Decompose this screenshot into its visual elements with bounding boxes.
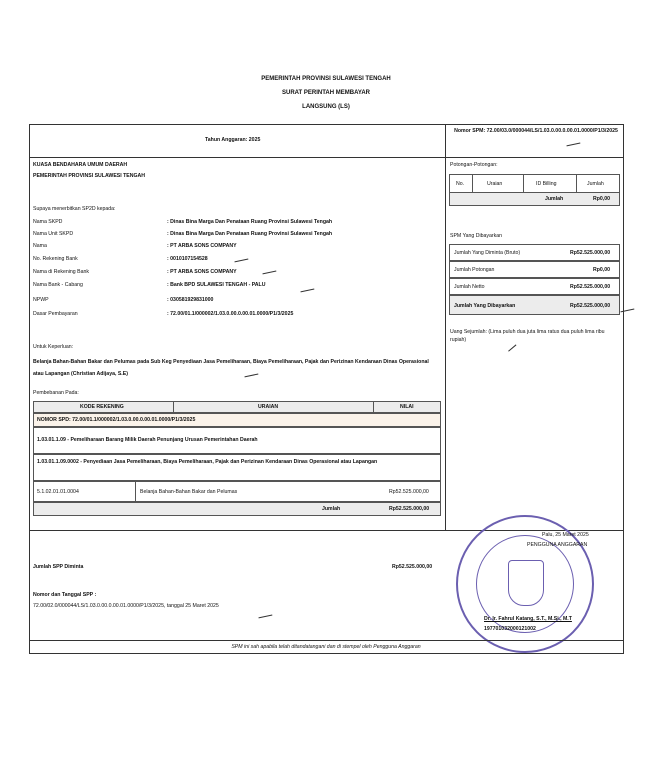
spm-title: SPM Yang Dibayarkan (450, 233, 502, 239)
th-uraian: URAIAN (258, 404, 279, 410)
field-value: : PT ARBA SONS COMPANY (167, 243, 237, 249)
field-label: Nama Bank - Cabang (33, 282, 83, 288)
pot-th: Jumlah (587, 181, 604, 187)
pengguna-anggaran: PENGGUNA ANGGARAN (527, 542, 588, 548)
field-label: NPWP (33, 297, 49, 303)
tahun-anggaran: Tahun Anggaran: 2025 (205, 137, 261, 143)
spm-row-label: Jumlah Netto (454, 284, 485, 290)
spp-label: Jumlah SPP Diminta (33, 564, 84, 570)
field-label: No. Rekening Bank (33, 256, 78, 262)
nomor-spm: Nomor SPM: 72.00/03.0/000044/LS/1.03.0.00.0.00.01.0000/P1/3/2025 (454, 128, 618, 134)
kuasa-line1: KUASA BENDAHARA UMUM DAERAH (33, 162, 128, 168)
field-label: Nama di Rekening Bank (33, 269, 89, 275)
field-label: Dasar Pembayaran (33, 311, 78, 317)
signer-name: Dr. Ir. Fahrul Katang, S.T., M.Si., M.T (484, 616, 572, 622)
untuk-keperluan-label: Untuk Keperluan: (33, 344, 74, 350)
pot-total-label: Jumlah (545, 196, 564, 202)
signer-nip: 197701032000121002 (484, 626, 536, 632)
kuasa-line2: PEMERINTAH PROVINSI SULAWESI TENGAH (33, 173, 146, 179)
th-nilai: NILAI (400, 404, 414, 410)
table-row-text: 1.03.01.1.09.0002 - Penyediaan Jasa Pemeliharaan, Biaya Pemeliharaan, Pajak dan Perizinan Kendaraan Dinas Operasional atau Lapangan (37, 459, 378, 465)
spm-row-label: Jumlah Yang Diminta (Bruto) (454, 250, 521, 256)
spm-row-value: Rp52.525.000,00 (570, 284, 611, 290)
field-value: : 030581929831000 (167, 297, 214, 303)
terbilang: Uang Sejumlah: (Lima puluh dua juta lima ratus dua puluh lima ribu rupiah) (450, 329, 605, 343)
field-label: Nama (33, 243, 47, 249)
doc-header-line1: PEMERINTAH PROVINSI SULAWESI TENGAH (261, 76, 391, 82)
item-kode: 5.1.02.01.01.0004 (37, 489, 79, 495)
item-uraian: Belanja Bahan-Bahan Bakar dan Pelumas (140, 489, 238, 495)
th-kode: KODE REKENING (80, 404, 124, 410)
keperluan-text: Belanja Bahan-Bahan Bakar dan Pelumas pada Sub Keg Penyediaan Jasa Pemeliharaan, Biaya Pemeliharaan, Pajak dan Perizinan Kendaraan Dinas Operasional atau Lapangan (Christian Adijaya, S.E) (33, 359, 429, 377)
field-value: : 72.00/01.1/000002/1.03.0.00.0.00.01.0000/P1/3/2025 (167, 311, 294, 317)
pembebanan-label: Pembebanan Pada: (33, 390, 79, 396)
total-value: Rp52.525.000,00 (389, 506, 430, 512)
field-value: : Bank BPD SULAWESI TENGAH - PALU (167, 282, 266, 288)
table-total-row (33, 502, 441, 516)
spm-row-value: Rp52.525.000,00 (570, 303, 611, 309)
field-value: : PT ARBA SONS COMPANY (167, 269, 237, 275)
spp-value: Rp52.525.000,00 (392, 564, 433, 570)
col-divider (135, 481, 136, 502)
footer-note: SPM ini sah apabila telah ditandatangani dan di stempel oleh Pengguna Anggaran (231, 644, 421, 650)
total-label: Jumlah (322, 506, 341, 512)
nomor-tanggal-label: Nomor dan Tanggal SPP : (33, 592, 97, 598)
emblem-icon (508, 560, 544, 606)
nomor-tanggal-value: 72.00/02.0/000044/LS/1.03.0.00.0.00.01.0000/P1/3/2025, tanggal 25 Maret 2025 (33, 603, 219, 609)
spm-row-label: Jumlah Yang Dibayarkan (454, 303, 516, 309)
pot-th: ID Billing (536, 181, 557, 187)
field-value: : Dinas Bina Marga Dan Penataan Ruang Provinsi Sulawesi Tengah (167, 219, 333, 225)
pot-th: No. (456, 181, 465, 187)
pot-th: Uraian (487, 181, 503, 187)
right-column-divider (445, 124, 446, 531)
footer-divider (29, 640, 624, 641)
top-row-divider (29, 157, 624, 158)
field-value: : Dinas Bina Marga Dan Penataan Ruang Provinsi Sulawesi Tengah (167, 231, 333, 237)
potongan-title: Potongan-Potongan: (450, 162, 498, 168)
field-label: Nama SKPD (33, 219, 63, 225)
pot-total-value: Rp0,00 (593, 196, 611, 202)
spm-row-value: Rp0,00 (593, 267, 611, 273)
doc-header-line3: LANGSUNG (LS) (302, 104, 350, 110)
spm-row-value: Rp52.525.000,00 (570, 250, 611, 256)
table-row-text: 1.03.01.1.09 - Pemeliharaan Barang Milik Daerah Penunjang Urusan Pemerintahan Daerah (37, 437, 258, 443)
field-label: Nama Unit SKPD (33, 231, 74, 237)
supaya-text: Supaya menerbitkan SP2D kepada: (33, 206, 116, 212)
doc-header-line2: SURAT PERINTAH MEMBAYAR (281, 90, 370, 96)
item-nilai: Rp52.525.000,00 (389, 489, 429, 495)
place-date: Palu, 25 Maret 2025 (542, 532, 589, 538)
field-value: : 0010107154528 (167, 256, 208, 262)
nomor-spd: NOMOR SPD: 72.00/01.1/000002/1.03.0.00.0.00.01.0000/P1/3/2025 (37, 417, 196, 423)
spm-row-label: Jumlah Potongan (454, 267, 495, 273)
